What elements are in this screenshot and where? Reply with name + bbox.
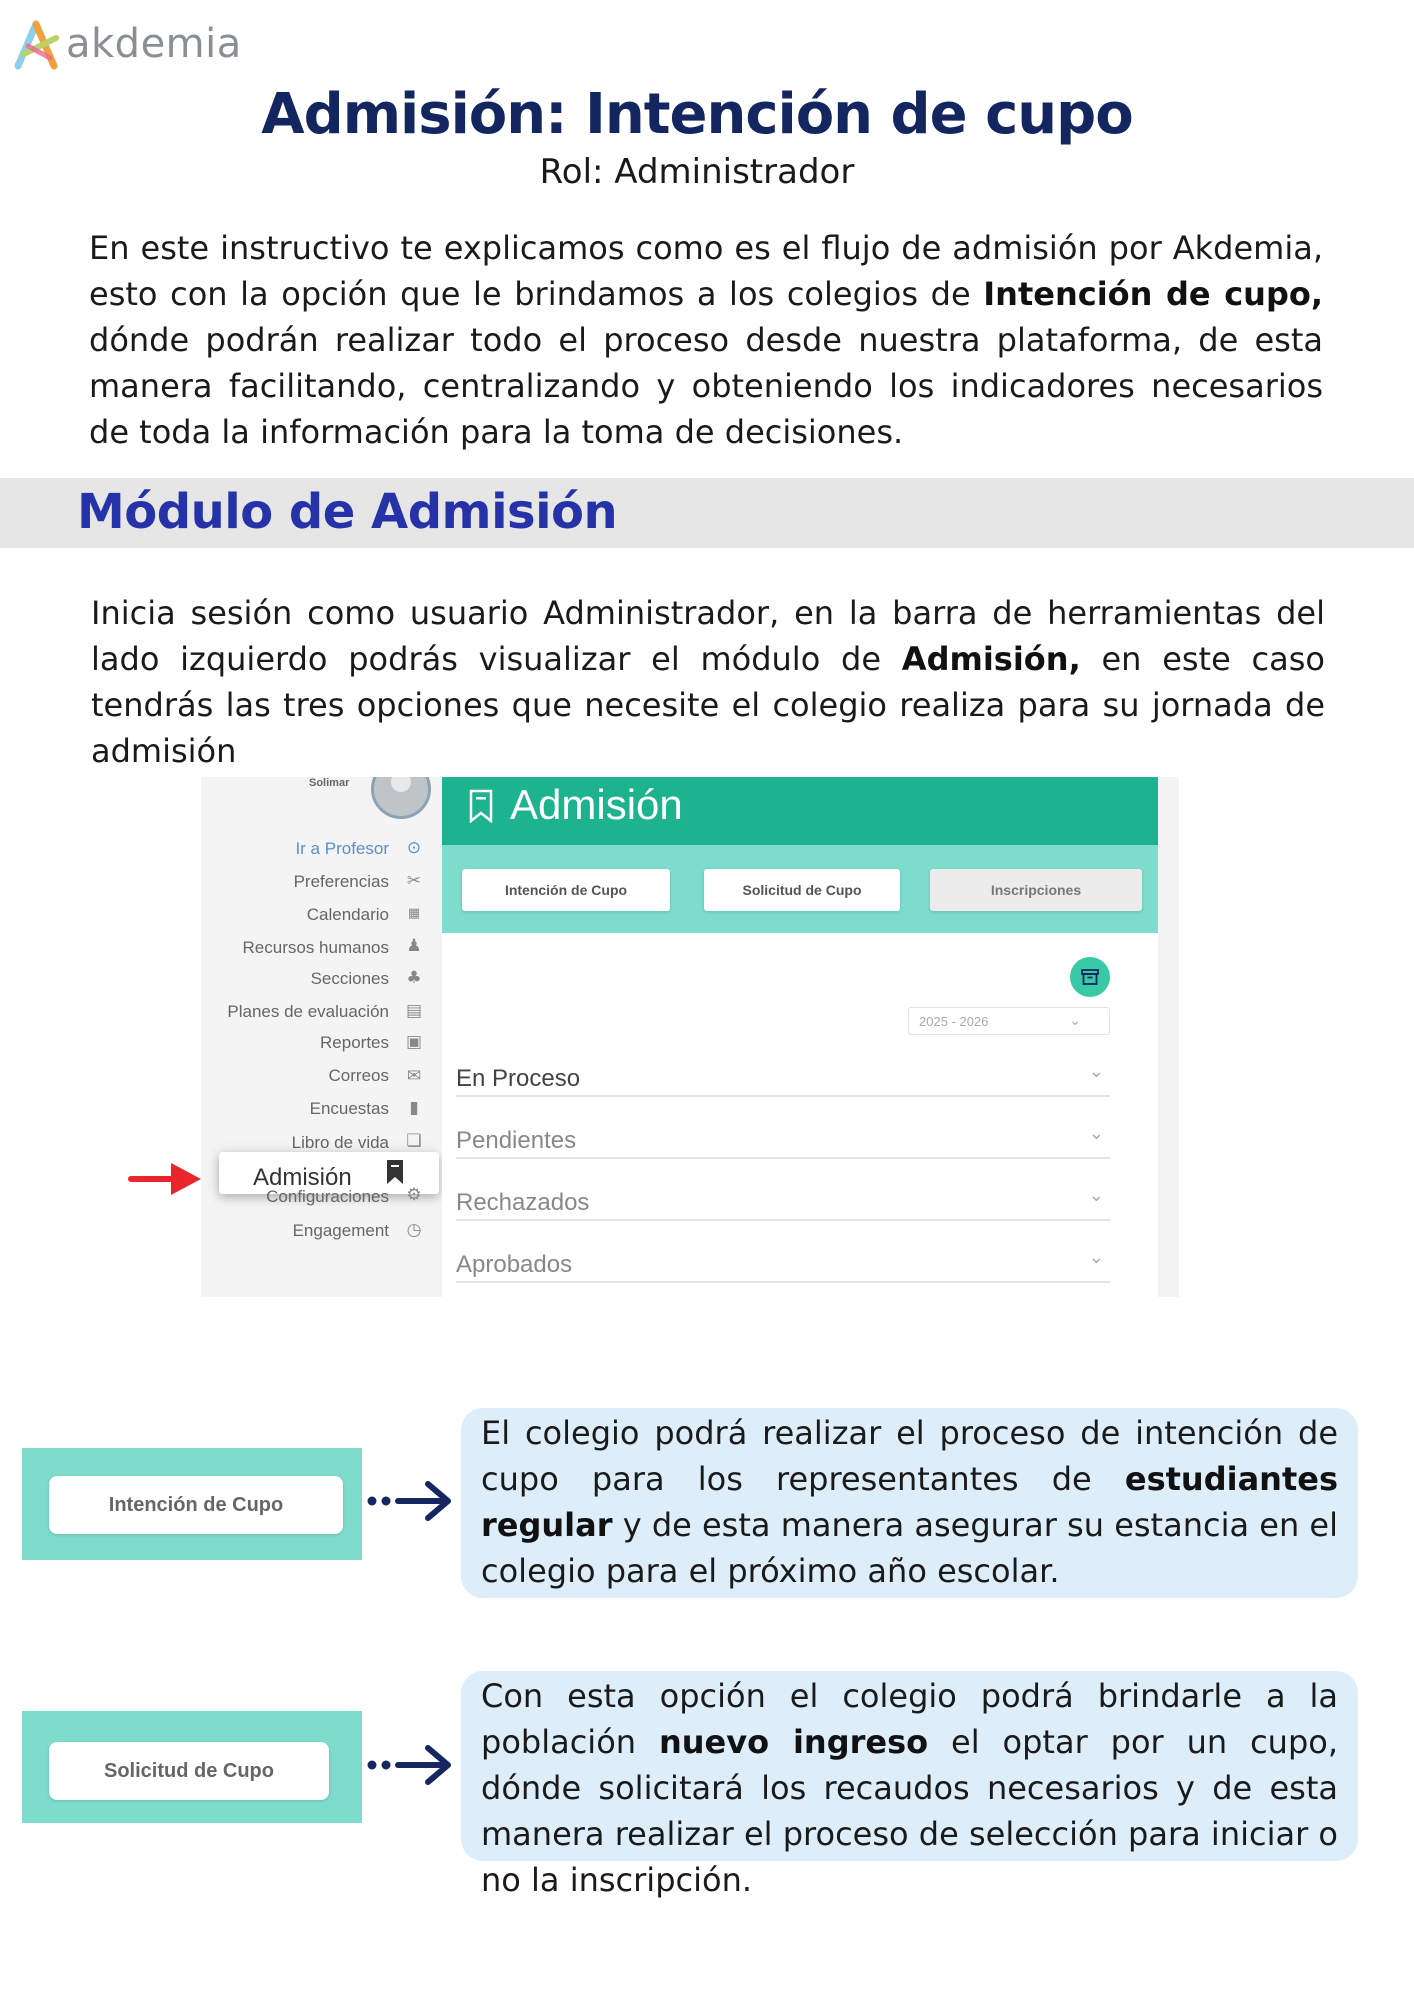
chevron-down-icon: ⌄	[1069, 1012, 1081, 1028]
intencion-description: El colegio podrá realizar el proceso de intención de cupo para los representantes de estudiantes regular y de esta manera asegurar su estancia en el colegio para el próximo año escolar.	[461, 1408, 1358, 1598]
akdemia-logo	[14, 16, 242, 72]
akdemia-logo-icon	[14, 18, 64, 70]
sidebar-item-calendario[interactable]: Calendario	[306, 905, 389, 924]
section-paragraph: Inicia sesión como usuario Administrador, en la barra de herramientas del lado izquierdo podrás visualizar el módulo de Admisión, en este caso tendrás las tres opciones que necesite el colegio realiza para su jornada de admisión	[91, 594, 1326, 770]
solicitud-bold: nuevo ingreso	[658, 1723, 929, 1761]
arrow-circle-icon: ⊙	[406, 838, 422, 858]
mail-icon: ✉	[406, 1066, 422, 1086]
accordion-label: Aprobados	[456, 1251, 573, 1278]
bookmark-icon	[385, 1159, 405, 1185]
chevron-down-icon: ⌄	[1088, 1185, 1104, 1205]
chevron-down-icon: ⌄	[1088, 1123, 1104, 1143]
document-subtitle: Rol: Administrador	[539, 152, 855, 192]
gears-icon: ⚙	[406, 1185, 422, 1205]
sidebar-item-admision-label: Admisión	[253, 1164, 352, 1191]
archive-button[interactable]	[1070, 957, 1110, 997]
red-arrow-icon	[127, 1157, 207, 1201]
accordion-label: En Proceso	[456, 1065, 581, 1092]
tab-solicitud-de-cupo[interactable]: Solicitud de Cupo	[704, 869, 900, 911]
sidebar-item-correos[interactable]: Correos	[328, 1066, 389, 1085]
accordion-aprobados[interactable]	[456, 1239, 1110, 1283]
chevron-down-icon: ⌄	[1088, 1247, 1104, 1267]
group-icon: ♣	[406, 968, 422, 988]
year-value: 2025 - 2026	[919, 1014, 989, 1029]
sidebar-item-secciones[interactable]: Secciones	[310, 969, 389, 988]
brand-name: akdemia	[66, 21, 242, 67]
chevron-down-icon: ⌄	[1088, 1061, 1104, 1081]
intro-paragraph: En este instructivo te explicamos como es el flujo de admisión por Akdemia, esto con la opción que le brindamos a los colegios de Intención de cupo, dónde podrán realizar todo el proceso desde nuestra plataforma, de esta manera facilitando, centralizando y obteniendo los indicadores necesarios de toda la información para la toma de decisiones.	[89, 229, 1324, 451]
sidebar-item-ir-a-profesor[interactable]: Ir a Profesor	[295, 839, 389, 858]
intencion-de-cupo-button[interactable]: Intención de Cupo	[49, 1476, 343, 1534]
section-bold: Admisión,	[901, 640, 1081, 678]
admission-title: Admisión	[510, 781, 683, 828]
timer-icon: ◷	[406, 1220, 422, 1240]
sidebar-item-preferencias[interactable]: Preferencias	[293, 872, 389, 891]
section-title: Módulo de Admisión	[77, 484, 618, 540]
accordion-rechazados[interactable]	[456, 1177, 1110, 1221]
report-icon: ▣	[405, 1032, 423, 1052]
tab-inscripciones[interactable]: Inscripciones	[930, 869, 1142, 911]
accordion-label: Pendientes	[456, 1127, 577, 1154]
admission-panel	[442, 777, 1158, 1297]
tools-icon: ✂	[406, 871, 422, 891]
accordion-pendientes[interactable]	[456, 1115, 1110, 1159]
solicitud-description: Con esta opción el colegio podrá brindarle a la población nuevo ingreso el optar por un cupo, dónde solicitará los recaudos necesarios y de esta manera realizar el proceso de selección para iniciar o no la inscripción.	[461, 1671, 1358, 1861]
sidebar-item-reportes[interactable]: Reportes	[320, 1033, 389, 1052]
person-icon: ♟	[406, 936, 422, 956]
archive-icon	[1080, 967, 1100, 987]
year-select[interactable]	[908, 1007, 1110, 1035]
intencion-bold: estudiantes regular	[481, 1460, 1338, 1544]
intro-bold: Intención de cupo,	[983, 275, 1324, 313]
accordion-label: Rechazados	[456, 1189, 590, 1216]
avatar	[371, 777, 431, 819]
sidebar-item-recursos-humanos[interactable]: Recursos humanos	[242, 938, 389, 957]
sidebar-item-configuraciones[interactable]: Configuraciones	[266, 1187, 389, 1206]
sidebar-item-libro-de-vida[interactable]: Libro de vida	[291, 1133, 389, 1152]
book-icon: ❏	[406, 1131, 422, 1151]
sidebar-item-encuestas[interactable]: Encuestas	[309, 1099, 389, 1118]
sidebar-item-engagement[interactable]: Engagement	[292, 1221, 389, 1240]
solicitud-de-cupo-button[interactable]: Solicitud de Cupo	[49, 1742, 329, 1800]
bar-chart-icon: ▮	[409, 1098, 419, 1118]
sidebar-item-planes-evaluacion[interactable]: Planes de evaluación	[227, 1002, 389, 1021]
document-title: Admisión: Intención de cupo	[261, 82, 1133, 147]
document-icon: ▤	[405, 1001, 423, 1021]
bookmark-outline-icon	[468, 789, 494, 823]
sidebar-username: Solimar	[309, 777, 350, 789]
dotted-arrow-icon	[366, 1740, 456, 1790]
admission-screenshot	[201, 777, 1179, 1297]
dotted-arrow-icon	[366, 1476, 456, 1526]
accordion-en-proceso[interactable]	[456, 1053, 1110, 1097]
calendar-icon: ▦	[407, 906, 421, 921]
tab-intencion-de-cupo[interactable]: Intención de Cupo	[462, 869, 670, 911]
